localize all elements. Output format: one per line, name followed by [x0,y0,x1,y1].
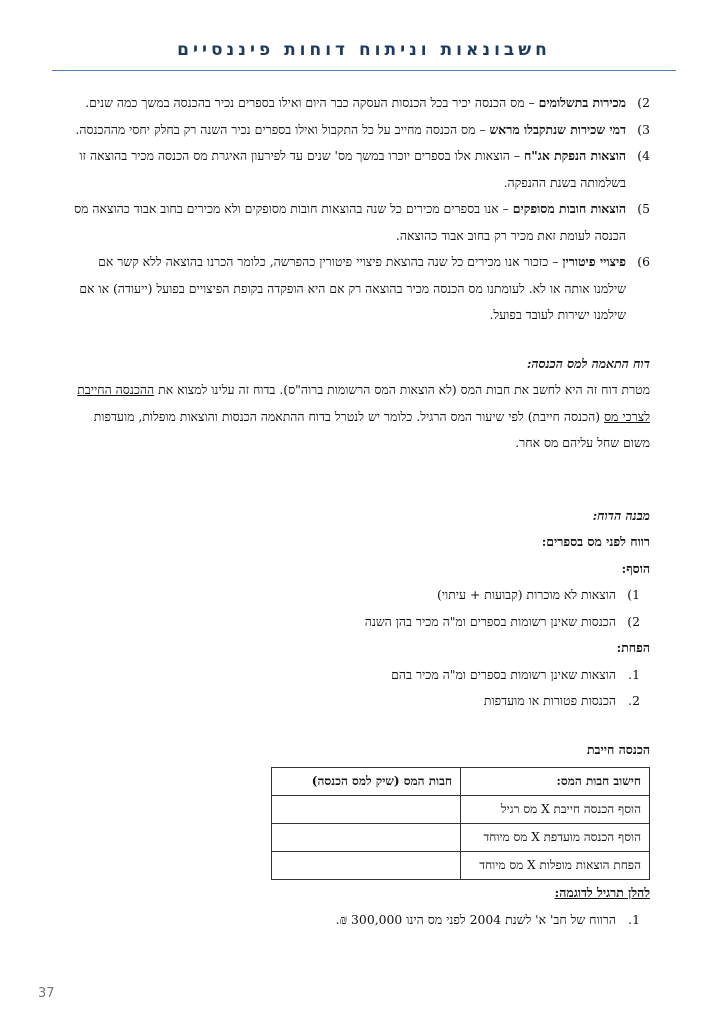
deduct-items-list [64,662,650,715]
table-cell [272,852,461,880]
list-item-number: 3) [637,121,650,137]
table-cell: הוסף הכנסה חייבת X מס רגיל [461,796,650,824]
tax-liability-table [271,767,650,880]
list-item-text: הכנסות שאינן רשומות בספרים ומ"ה מכיר בהן השנה [364,613,616,629]
list-item-text: – הוצאות אלו בספרים יוכרו במשך מס' שנים עד לפירעון האיגרת מס הכנסה מכיר בהוצאה זו בשלמותה בשנת ההנפקה. [79,148,626,190]
structure-title: מבנה הדוח: [592,507,650,523]
table-cell [272,796,461,824]
list-item [64,582,640,609]
list-item [64,143,650,196]
list-item-keyword: מכירות בתשלומים [538,95,626,110]
list-item [64,907,640,934]
page-number: 37 [38,986,55,1001]
list-item-number: 6) [637,254,650,269]
table-header-row [272,768,650,796]
list-item [64,662,640,689]
table-row [272,852,650,880]
header-divider [52,70,676,71]
list-item-keyword: הוצאות חובות מסופקים [512,201,626,216]
table-cell: הוסף הכנסה מועדפת X מס מיוחד [461,824,650,852]
taxable-income-term: ההכנסה החייבת לצרכי מס [77,382,650,424]
reconciliation-text-after: (הכנסה חייבת) לפי שיעור המס הרגיל. כלומר יש לנטרל בדוח ההתאמה הכנסות והוצאות מופלות, מועדפות משום שחל עליהם מס אחר. [93,408,650,450]
reconciliation-text-before: מטרת דוח זה היא לחשב את חבות המס (לא הוצאות המס הרשומות ברוה"ס). בדוח זה עלינו למצוא את [154,382,650,397]
list-item-text: – כזכור אנו מכירים כל שנה בהוצאת פיצויי פיטורין כהפרשה, כלומר הכרנו בהוצאה ללא קשר אם שילמנו אותה או לא. לעומתנו מס הכנסה מכיר בהוצאה רק אם היא הופקדה בקופת הפיצויים בפועל (ייעודה) או אם שילמנו ישירות לעובד בפועל. [79,254,626,322]
page-content [64,90,650,933]
list-item-text: – אנו בספרים מכירים כל שנה בהוצאות חובות מסופקים ולא מכירים בחוב אבוד כהוצאה מס הכנסה לעומת זאת מכיר רק בחוב אבוד כהוצאה. [74,201,626,243]
exercise-title: להלן תרגיל לדוגמה: [554,885,650,900]
list-item-keyword: פיצויי פיטורין [562,254,626,269]
table-row [272,824,650,852]
reconciliation-paragraph [64,377,650,457]
list-item-text: הכנסות פטורות או מועדפות [483,693,616,708]
taxable-income-title: הכנסה חייבת [586,741,650,757]
spacer [64,457,650,503]
list-item-number: 4) [637,148,650,163]
list-item-number: 1) [627,587,640,602]
table-header-cell: חבות המס (שיק למס הכנסה) [272,768,461,796]
list-item-text: הוצאות לא מוכרות (קבועות + עיתוי) [436,587,616,602]
profit-before-tax-line: רווח לפני מס בספרים: [541,534,650,549]
running-header: חשבונאות וניתוח דוחות פיננסיים [177,40,551,60]
list-item-number: 1. [628,666,640,682]
list-item-number: 2) [637,95,650,110]
list-item-keyword: הוצאות הנפקת אג"ח [523,148,626,163]
list-item-number: 1. [628,911,640,927]
table-cell: הפחת הוצאות מופלות X מס מיוחד [461,852,650,880]
list-item [64,90,650,117]
list-item-number: 2. [628,693,640,708]
table-row [272,796,650,824]
list-item-text: – מס הכנסה יכיר בכל הכנסות העסקה כבר היום ואילו בספרים נכיר בהכנסה במשך כמה שנים. [85,95,539,110]
add-label: הוסף: [621,560,650,576]
list-item [64,196,650,249]
list-item-number: 5) [637,201,650,216]
exercise-list [64,907,650,934]
list-item-keyword: דמי שכירות שנתקבלו מראש [489,121,626,137]
differences-list [64,90,650,329]
list-item [64,117,650,144]
list-item [64,249,650,329]
list-item [64,688,640,715]
table-header-cell: חישוב חבות המס: [461,768,650,796]
list-item-text: – מס הכנסה מחייב על כל התקבול ואילו בספרים נכיר השנה רק בחלק יחסי מההכנסה. [75,121,490,137]
table-cell [272,824,461,852]
list-item [64,609,640,636]
list-item-text: הוצאות שאינן רשומות בספרים ומ"ה מכיר בהם [391,666,616,682]
add-items-list [64,582,650,635]
list-item-text: הרווח של חב' א' לשנת 2004 לפני מס הינו 300,000 ₪. [335,911,616,927]
list-item-number: 2) [627,613,640,629]
reconciliation-title: דוח התאמה למס הכנסה: [526,355,650,371]
deduct-label: הפחת: [616,640,650,655]
